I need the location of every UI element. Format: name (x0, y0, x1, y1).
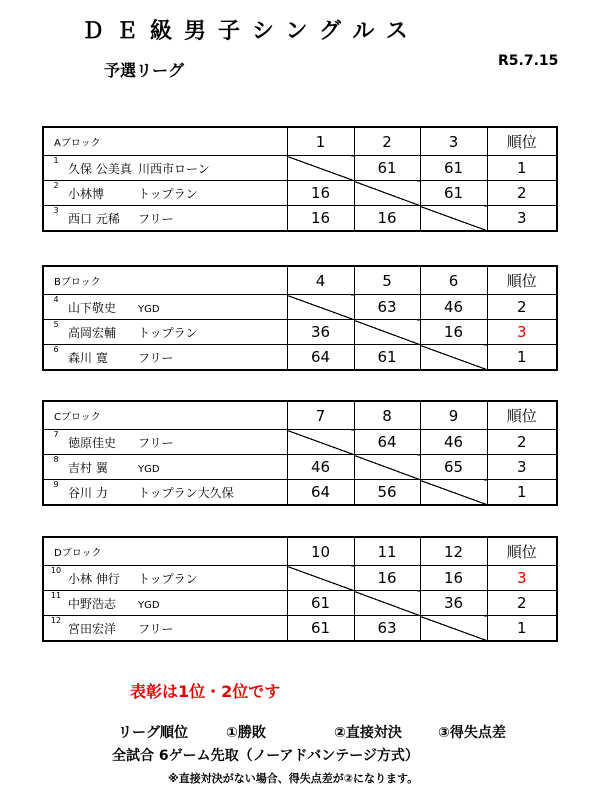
block-header-row (43, 127, 557, 156)
col-header: 2 (354, 127, 420, 156)
score-cell: 65 (420, 455, 487, 480)
rank-cell: 3 (487, 206, 557, 232)
rank-cell-highlighted: 3 (487, 320, 557, 345)
col-header: 1 (287, 127, 354, 156)
player-name: 吉村 翼 (68, 461, 108, 475)
footnote: ※直接対決がない場合、得失点差が②になります。 (168, 772, 419, 785)
col-header: 5 (354, 266, 420, 295)
score-cell: 46 (287, 455, 354, 480)
ranking-criteria (118, 722, 506, 742)
ranking-criteria-label: リーグ順位 (118, 725, 188, 741)
score-cell: 56 (354, 480, 420, 506)
player-number: 10 (50, 566, 62, 575)
self-match-cell (420, 206, 487, 232)
award-note: 表彰は1位・2位です (130, 682, 281, 701)
criteria-item-2: ②直接対決 (334, 725, 402, 741)
player-club: フリー (138, 622, 174, 636)
player-club: フリー (138, 436, 174, 450)
rank-cell: 2 (487, 295, 557, 320)
score-cell: 63 (354, 616, 420, 642)
player-cell (43, 455, 287, 480)
page-title: ＤＥ級男子シングルス (82, 19, 420, 44)
score-cell: 63 (354, 295, 420, 320)
score-cell: 46 (420, 430, 487, 455)
rank-cell: 3 (487, 455, 557, 480)
score-cell: 61 (420, 181, 487, 206)
score-cell: 61 (287, 616, 354, 642)
rank-cell-highlighted: 3 (487, 566, 557, 591)
col-header: 9 (420, 401, 487, 430)
block-label: Aブロック (43, 127, 287, 156)
player-number: 7 (53, 430, 59, 439)
rank-cell: 1 (487, 616, 557, 642)
self-match-cell (287, 156, 354, 181)
score-cell: 61 (354, 345, 420, 371)
self-match-cell (287, 295, 354, 320)
rank-header: 順位 (487, 537, 557, 566)
player-number: 5 (53, 320, 59, 329)
rank-cell: 1 (487, 480, 557, 506)
player-name: 森川 寛 (68, 351, 108, 365)
player-name: 西口 元稀 (68, 212, 120, 226)
player-name: 中野浩志 (68, 597, 117, 611)
score-cell: 64 (287, 480, 354, 506)
player-row (43, 156, 557, 181)
player-number: 2 (53, 181, 59, 190)
player-name: 高岡宏輔 (68, 326, 117, 340)
player-cell (43, 616, 287, 642)
player-name: 久保 公美真 (68, 162, 132, 176)
col-header: 12 (420, 537, 487, 566)
score-cell: 16 (354, 206, 420, 232)
match-format: 全試合 6ゲーム先取（ノーアドバンテージ方式） (112, 748, 419, 764)
score-cell: 16 (287, 181, 354, 206)
player-row (43, 480, 557, 506)
player-number: 8 (53, 455, 59, 464)
score-cell: 16 (420, 320, 487, 345)
block-header-row (43, 537, 557, 566)
col-header: 4 (287, 266, 354, 295)
score-cell: 61 (354, 156, 420, 181)
score-cell: 64 (354, 430, 420, 455)
player-cell (43, 480, 287, 506)
block-b-table (42, 265, 558, 371)
player-number: 4 (53, 295, 59, 304)
player-row (43, 455, 557, 480)
player-name: 山下敬史 (68, 301, 117, 315)
col-header: 10 (287, 537, 354, 566)
player-cell (43, 430, 287, 455)
rank-cell: 2 (487, 430, 557, 455)
block-header-row (43, 401, 557, 430)
block-label: Cブロック (43, 401, 287, 430)
player-club: トップラン大久保 (138, 486, 234, 500)
player-cell (43, 181, 287, 206)
player-number: 9 (53, 480, 59, 489)
col-header: 11 (354, 537, 420, 566)
player-club: フリー (138, 351, 174, 365)
score-cell: 16 (420, 566, 487, 591)
player-row (43, 430, 557, 455)
player-name: 谷川 力 (68, 486, 108, 500)
score-cell: 61 (420, 156, 487, 181)
player-cell (43, 345, 287, 371)
block-label: Dブロック (43, 537, 287, 566)
self-match-cell (354, 320, 420, 345)
col-header: 3 (420, 127, 487, 156)
block-d-table (42, 536, 558, 642)
self-match-cell (420, 616, 487, 642)
score-cell: 16 (354, 566, 420, 591)
rank-cell: 2 (487, 591, 557, 616)
player-number: 11 (50, 591, 62, 600)
player-number: 6 (53, 345, 59, 354)
player-number: 1 (53, 156, 59, 165)
player-club: 川西市ローン (138, 162, 210, 176)
criteria-item-3: ③得失点差 (438, 725, 506, 741)
page-subtitle: 予選リーグ (104, 61, 185, 80)
self-match-cell (287, 430, 354, 455)
player-name: 徳原佳史 (68, 436, 117, 450)
player-cell (43, 156, 287, 181)
block-c-table (42, 400, 558, 506)
rank-header: 順位 (487, 266, 557, 295)
rank-header: 順位 (487, 127, 557, 156)
player-row (43, 320, 557, 345)
rank-cell: 2 (487, 181, 557, 206)
player-name: 宮田宏洋 (68, 622, 117, 636)
player-row (43, 206, 557, 232)
criteria-item-1: ①勝敗 (226, 725, 266, 741)
player-cell (43, 566, 287, 591)
player-row (43, 345, 557, 371)
block-label: Bブロック (43, 266, 287, 295)
player-row (43, 616, 557, 642)
score-cell: 61 (287, 591, 354, 616)
score-cell: 36 (420, 591, 487, 616)
self-match-cell (420, 345, 487, 371)
player-club: トップラン (138, 187, 198, 201)
player-cell (43, 320, 287, 345)
player-club: YGD (138, 304, 160, 315)
player-cell (43, 295, 287, 320)
player-club: トップラン (138, 326, 198, 340)
rank-cell: 1 (487, 345, 557, 371)
col-header: 8 (354, 401, 420, 430)
player-row (43, 566, 557, 591)
event-date: R5.7.15 (498, 53, 559, 69)
self-match-cell (354, 181, 420, 206)
block-a-table (42, 126, 558, 232)
self-match-cell (287, 566, 354, 591)
player-cell (43, 591, 287, 616)
player-club: YGD (138, 600, 160, 611)
score-cell: 36 (287, 320, 354, 345)
player-row (43, 181, 557, 206)
player-name: 小林 伸行 (68, 572, 120, 586)
rank-header: 順位 (487, 401, 557, 430)
self-match-cell (354, 591, 420, 616)
player-club: YGD (138, 464, 160, 475)
player-number: 3 (53, 206, 59, 215)
self-match-cell (420, 480, 487, 506)
self-match-cell (354, 455, 420, 480)
player-number: 12 (50, 616, 62, 625)
player-club: トップラン (138, 572, 198, 586)
col-header: 7 (287, 401, 354, 430)
player-club: フリー (138, 212, 174, 226)
player-row (43, 591, 557, 616)
score-cell: 46 (420, 295, 487, 320)
player-name: 小林博 (68, 187, 105, 201)
player-cell (43, 206, 287, 232)
score-cell: 64 (287, 345, 354, 371)
player-row (43, 295, 557, 320)
rank-cell: 1 (487, 156, 557, 181)
score-cell: 16 (287, 206, 354, 232)
block-header-row (43, 266, 557, 295)
col-header: 6 (420, 266, 487, 295)
